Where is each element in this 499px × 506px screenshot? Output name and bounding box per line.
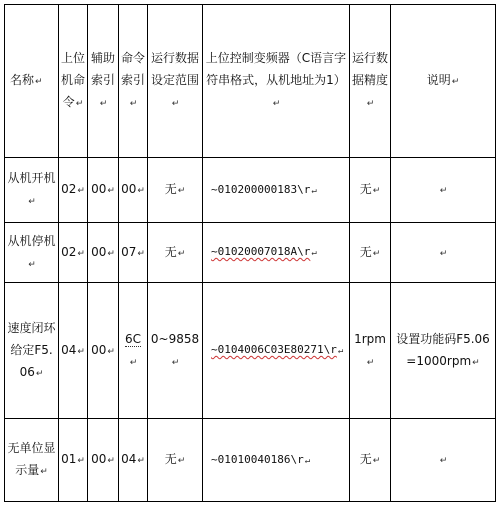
cell-desc: 设置功能码F5.06=1000rpm↵ [391, 283, 496, 419]
cell-aux: 00↵ [88, 223, 119, 283]
header-name: 名称↵ [5, 5, 59, 158]
cell-cmd-index: 07↵ [119, 223, 148, 283]
cell-range: 0~9858↵ [148, 283, 203, 419]
header-range: 运行数据设定范围↵ [148, 5, 203, 158]
cell-aux: 00↵ [88, 283, 119, 419]
cell-cmd-index: 00↵ [119, 158, 148, 223]
cell-range: 无↵ [148, 419, 203, 502]
cell-name: 无单位显示量↵ [5, 419, 59, 502]
cell-format: ~010200000183\r↵ [203, 158, 350, 223]
header-row [5, 5, 496, 158]
cell-name: 从机开机↵ [5, 158, 59, 223]
header-format: 上位控制变频器（C语言字符串格式，从机地址为1）↵ [203, 5, 350, 158]
cell-range: 无↵ [148, 223, 203, 283]
cell-aux: 00↵ [88, 419, 119, 502]
table-row [5, 283, 496, 419]
cell-aux: 00↵ [88, 158, 119, 223]
cell-cmd-index: 6C↵ [119, 283, 148, 419]
header-cmd-index: 命令索引↵ [119, 5, 148, 158]
table-row [5, 223, 496, 283]
table-row [5, 158, 496, 223]
document-page [4, 4, 496, 502]
cell-name: 从机停机↵ [5, 223, 59, 283]
cell-cmd: 02↵ [59, 223, 88, 283]
cell-format: ~0104006C03E80271\r↵ [203, 283, 350, 419]
cell-precision: 无↵ [350, 223, 391, 283]
cell-name: 速度闭环给定F5.06↵ [5, 283, 59, 419]
cell-desc: ↵ [391, 223, 496, 283]
cell-precision: 无↵ [350, 158, 391, 223]
cell-range: 无↵ [148, 158, 203, 223]
header-aux: 辅助索引↵ [88, 5, 119, 158]
cell-format: ~01010040186\r↵ [203, 419, 350, 502]
cell-cmd-index: 04↵ [119, 419, 148, 502]
cell-cmd: 02↵ [59, 158, 88, 223]
cell-precision: 1rpm↵ [350, 283, 391, 419]
cell-format: ~01020007018A\r↵ [203, 223, 350, 283]
cell-desc: ↵ [391, 158, 496, 223]
cell-cmd: 01↵ [59, 419, 88, 502]
header-cmd: 上位机命令↵ [59, 5, 88, 158]
cell-desc: ↵ [391, 419, 496, 502]
cell-cmd: 04↵ [59, 283, 88, 419]
header-precision: 运行数据精度↵ [350, 5, 391, 158]
cell-precision: 无↵ [350, 419, 391, 502]
command-table [4, 4, 496, 502]
header-desc: 说明↵ [391, 5, 496, 158]
table-row [5, 419, 496, 502]
